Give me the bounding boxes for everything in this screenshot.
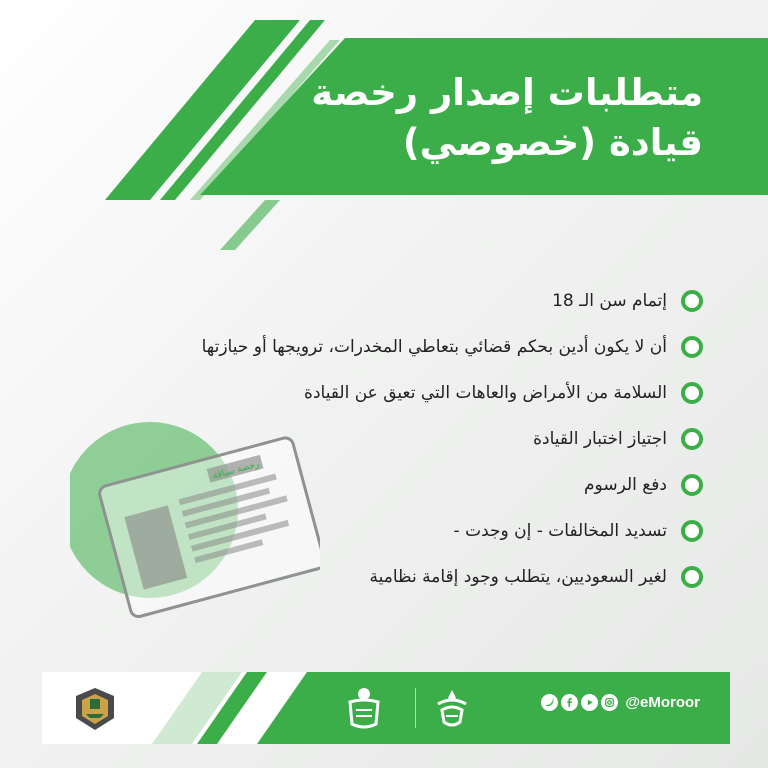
requirement-text: تسديد المخالفات - إن وجدت - [453,521,667,541]
requirement-text: أن لا يكون أدين بحكم قضائي بتعاطي المخدرات، ترويجها أو حيازتها [201,337,667,357]
bullet-circle-icon [681,428,703,450]
title-line-1: متطلبات إصدار رخصة [311,71,703,114]
requirements-list [143,278,703,600]
bullet-circle-icon [681,336,703,358]
requirement-text: لغير السعوديين، يتطلب وجود إقامة نظامية [369,567,667,587]
page-title [243,68,703,168]
list-item [143,278,703,324]
title-banner [0,0,768,200]
bullet-circle-icon [681,382,703,404]
list-item [143,554,703,600]
bullet-circle-icon [681,474,703,496]
list-item [143,370,703,416]
social-links [541,694,700,711]
instagram-icon[interactable] [601,694,618,711]
footer-bar [42,672,730,744]
list-item [143,416,703,462]
social-handle[interactable]: @eMoroor [625,694,700,711]
bullet-circle-icon [681,290,703,312]
bullet-circle-icon [681,566,703,588]
footer-divider [415,688,416,728]
requirement-text: السلامة من الأمراض والعاهات التي تعيق عن القيادة [304,383,667,403]
facebook-icon[interactable] [561,694,578,711]
traffic-department-emblem-icon [70,684,120,734]
bullet-circle-icon [681,520,703,542]
card-label: رخصة سياقة [211,459,261,482]
requirement-text: دفع الرسوم [584,475,667,495]
ministry-of-interior-emblem-icon [428,684,476,734]
twitter-icon[interactable] [541,694,558,711]
requirement-text: اجتياز اختبار القيادة [533,429,667,449]
list-item [143,508,703,554]
list-item [143,459,703,508]
list-item [143,324,703,370]
youtube-icon[interactable] [581,694,598,711]
title-line-2: قيادة (خصوصي) [402,121,703,164]
traffic-logo-icon [342,684,386,734]
requirement-text: إتمام سن الـ 18 [552,291,667,311]
